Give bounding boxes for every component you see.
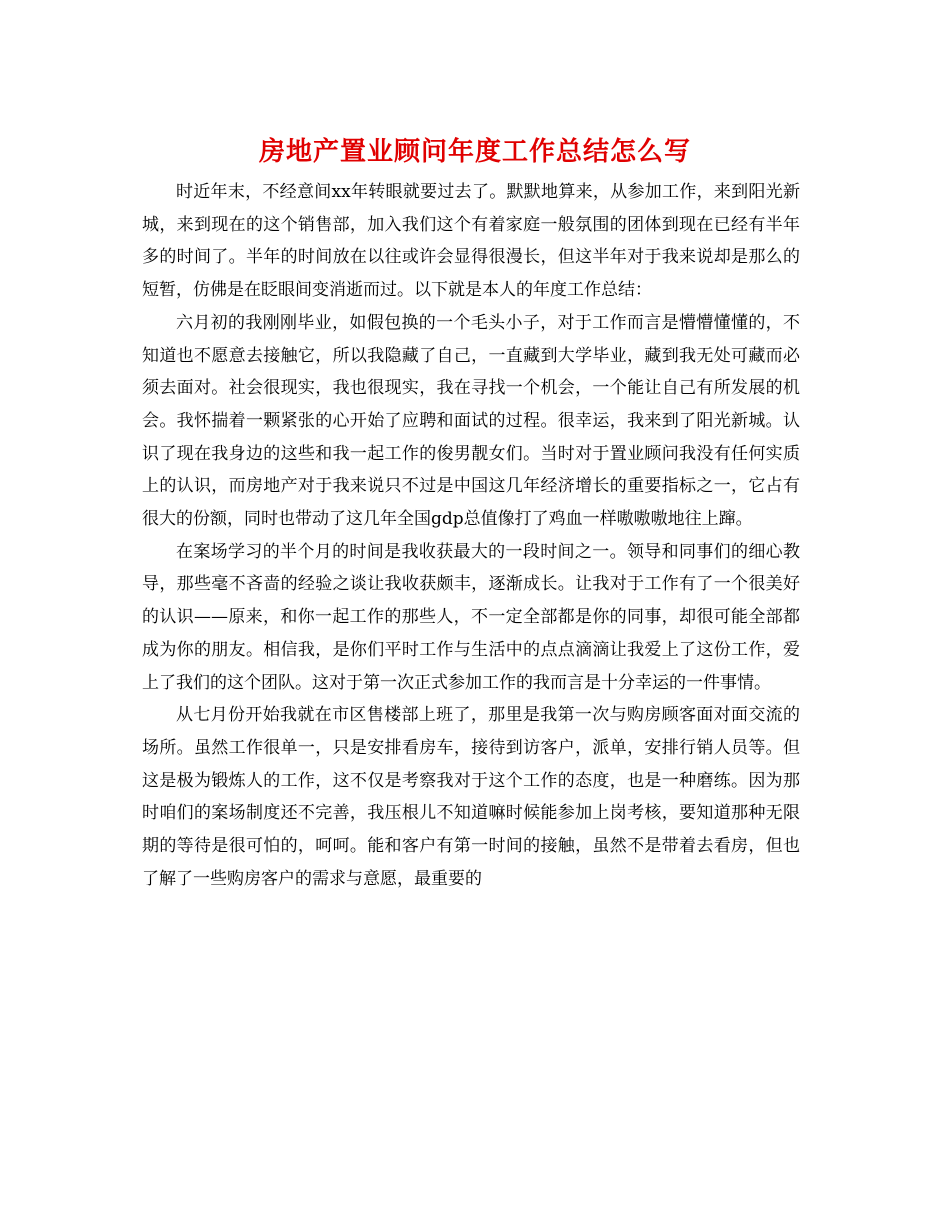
paragraph: 六月初的我刚刚毕业，如假包换的一个毛头小子，对于工作而言是懵懵懂懂的，不知道也不愿意去接触它，所以我隐藏了自己，一直藏到大学毕业，藏到我无处可藏而必须去面对。社会很现实，我也很现实，我在寻找一个机会，一个能让自己有所发展的机会。我怀揣着一颗紧张的心开始了应聘和面试的过程。很幸运，我来到了阳光新城。认识了现在我身边的这些和我一起工作的俊男靓女们。当时对于置业顾问我没有任何实质上的认识，而房地产对于我来说只不过是中国这几年经济增长的重要指标之一，它占有很大的份额，同时也带动了这几年全国gdp总值像打了鸡血一样嗷嗷嗷地往上蹿。 [142,312,800,530]
paragraph: 从七月份开始我就在市区售楼部上班了，那里是我第一次与购房顾客面对面交流的场所。虽然工作很单一，只是安排看房车，接待到访客户，派单，安排行销人员等。但这是极为锻炼人的工作，这不仅是考察我对于这个工作的态度，也是一种磨练。因为那时咱们的案场制度还不完善，我压根儿不知道嘛时候能参加上岗考核，要知道那种无限期的等待是很可怕的，呵呵。能和客户有第一时间的接触，虽然不是带着去看房，但也了解了一些购房客户的需求与意愿，最重要的 [142,705,800,889]
paragraph: 时近年末，不经意间xx年转眼就要过去了。默默地算来，从参加工作，来到阳光新城，来到现在的这个销售部，加入我们这个有着家庭一般氛围的团体到现在已经有半年多的时间了。半年的时间放在以往或许会显得很漫长，但这半年对于我来说却是那么的短暂，仿佛是在眨眼间变消逝而过。以下就是本人的年度工作总结： [142,182,800,301]
paragraph: 在案场学习的半个月的时间是我收获最大的一段时间之一。领导和同事们的细心教导，那些毫不吝啬的经验之谈让我收获颇丰，逐渐成长。让我对于工作有了一个很美好的认识——原来，和你一起工作的那些人，不一定全部都是你的同事，却很可能全部都成为你的朋友。相信我，是你们平时工作与生活中的点点滴滴让我爱上了这份工作，爱上了我们的这个团队。这对于第一次正式参加工作的我而言是十分幸运的一件事情。 [142,541,800,693]
document-title: 房地产置业顾问年度工作总结怎么写 [258,137,691,167]
document-body [142,176,800,895]
